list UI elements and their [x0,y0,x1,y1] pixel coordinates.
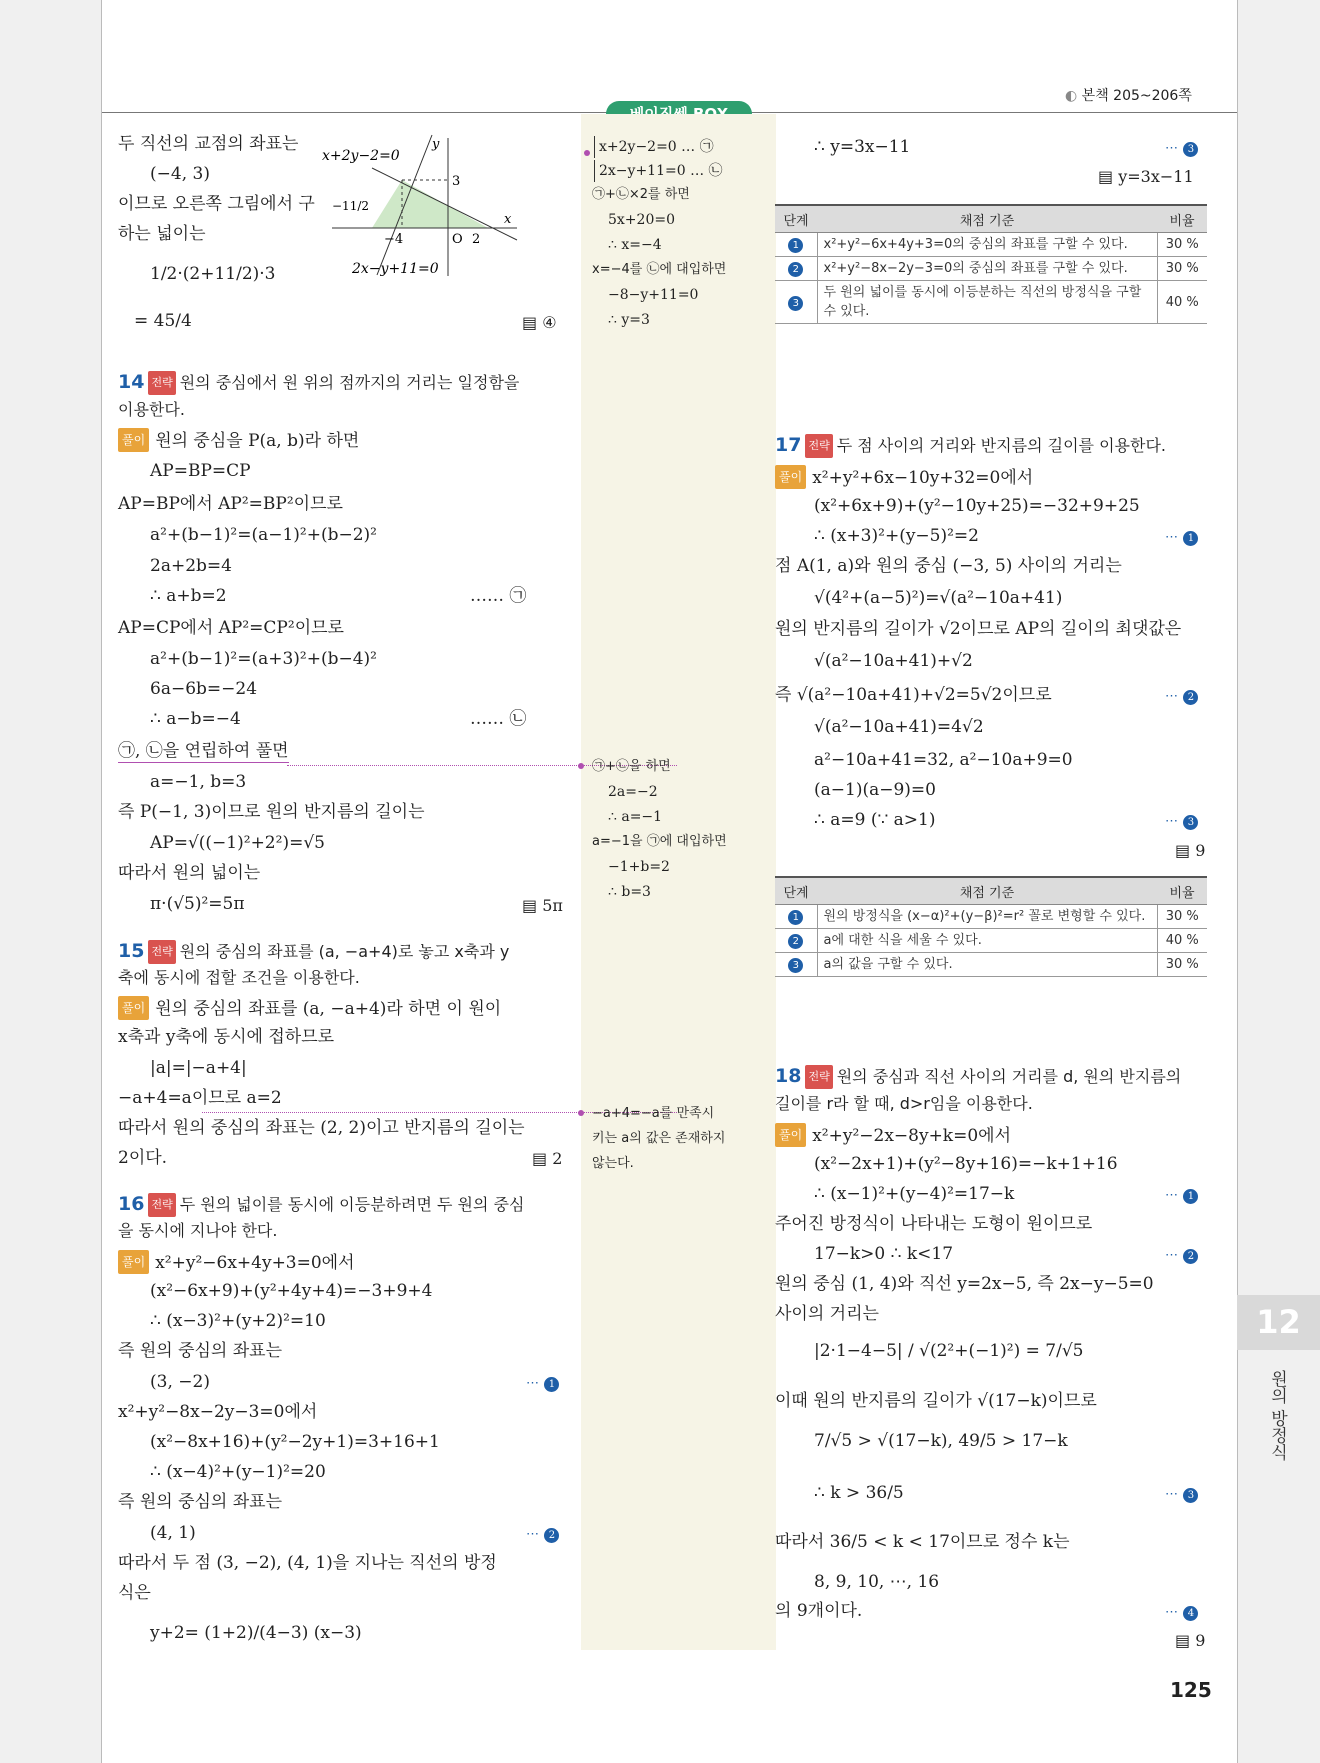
step-marker: ⋯ 2 [1165,1243,1198,1267]
box-line: ∴ a=−1 [608,809,663,825]
q16-line: (x²−6x+9)+(y²+4y+4)=−3+9+4 [150,1281,433,1301]
box-line: ∴ x=−4 [608,237,662,253]
step-marker: ⋯ 3 [1165,136,1198,160]
q16-title: 16 전략 두 원의 넓이를 동시에 이등분하려면 두 원의 중심 [118,1193,525,1215]
step-marker: ⋯ 4 [1165,1600,1198,1624]
q14-line: AP=CP에서 AP²=CP²이므로 [118,618,344,638]
triangle-region [372,180,488,228]
table-row: 3 a의 값을 구할 수 있다. 30 % [775,953,1207,977]
box-bullet [578,763,584,769]
q18-line: 이때 원의 반지름의 길이가 √(17−k)이므로 [775,1391,1097,1411]
origin-label: O [452,232,463,247]
tick-x-neg4: −4 [384,232,404,247]
q18-title: 18 전략 원의 중심과 직선 사이의 거리를 d, 원의 반지름의 [775,1065,1182,1087]
box-line: ∴ y=3 [608,312,650,328]
q14-line: 6a−6b=−24 [150,679,258,699]
table-row: 1 원의 방정식을 (x−α)²+(y−β)²=r² 꼴로 변형할 수 있다. 30 % [775,905,1207,929]
q18-line: 7/√5 > √(17−k), 49/5 > 17−k [814,1431,1068,1451]
intro-line: (−4, 3) [150,164,210,184]
box-bullet [578,1110,584,1116]
q14-line: 2a+2b=4 [150,556,232,576]
chapter-title: 원의 방정식 [1267,1370,1287,1461]
q18-line: 8, 9, 10, ⋯, 16 [814,1572,940,1592]
box-line: ㉠+㉡×2를 하면 [592,187,690,202]
q15-line: −a+4=a이므로 a=2 [118,1088,282,1108]
marker: …… ㉡ [470,709,527,729]
box-line: 키는 a의 값은 존재하지 [592,1131,726,1146]
answer: ▤ 2 [532,1149,563,1168]
chapter-tab: 12 [1237,1295,1320,1350]
table-row: 2 a에 대한 식을 세울 수 있다. 40 % [775,929,1207,953]
table-header: 채점 기준 [817,877,1157,905]
step-marker: ⋯ 3 [1165,809,1198,833]
q16-line: 즉 원의 중심의 좌표는 [118,1492,283,1512]
q14-line: 즉 P(−1, 3)이므로 원의 반지름의 길이는 [118,802,425,822]
q14-line: AP=BP=CP [150,461,251,481]
q18-line: 사이의 거리는 [775,1304,879,1324]
q18-line: |2·1−4−5| / √(2²+(−1)²) = 7/√5 [814,1341,1084,1361]
q14-line: 따라서 원의 넓이는 [118,863,261,883]
box-line: −1+b=2 [608,859,670,875]
q17-line: ∴ (x+3)²+(y−5)²=2 [814,526,979,546]
q14-line: AP=BP에서 AP²=BP²이므로 [118,494,343,514]
q16-line: y+2= (1+2)/(4−3) (x−3) [150,1623,362,1643]
table-header: 비율 [1157,877,1207,905]
check-icon: ◐ [1065,88,1078,104]
table-header: 단계 [775,205,817,233]
q15-line: 풀이 원의 중심의 좌표를 (a, −a+4)라 하면 이 원이 [118,996,501,1020]
q18-line: 따라서 36/5 < k < 17이므로 정수 k는 [775,1532,1070,1552]
answer-icon: ▤ [532,1149,553,1168]
score-table [775,204,1207,324]
q17-line: a²−10a+41=32, a²−10a+9=0 [814,750,1073,770]
table-row: 3 두 원의 넓이를 동시에 이등분하는 직선의 방정식을 구할 수 있다. 40 % [775,281,1207,324]
q16-line: (x²−8x+16)+(y²−2y+1)=3+16+1 [150,1432,440,1452]
q17-line: 점 A(1, a)와 원의 중심 (−3, 5) 사이의 거리는 [775,556,1122,576]
q17-line: 풀이 x²+y²+6x−10y+32=0에서 [775,465,1033,489]
answer: ▤ 9 [1175,841,1206,860]
x-axis-label: x [504,212,512,227]
q18-line: ∴ (x−1)²+(y−4)²=17−k [814,1184,1015,1204]
q14-line: AP=√((−1)²+2²)=√5 [150,833,325,853]
box-line: 2x−y+11=0 … ㉡ [594,160,723,182]
q14-line: a²+(b−1)²=(a−1)²+(b−2)² [150,525,378,545]
q16-line: 식은 [118,1583,151,1603]
intro-line: 두 직선의 교점의 좌표는 [118,134,299,154]
box-line: 2a=−2 [608,784,658,800]
table-header: 단계 [775,877,817,905]
q17-title: 17 전략 두 점 사이의 거리와 반지름의 길이를 이용한다. [775,434,1166,456]
intro-line: = 45/4 [134,311,192,331]
q18-line: ∴ k > 36/5 [814,1483,904,1503]
q17-line: √(a²−10a+41)=4√2 [814,717,984,737]
q17-line: √(4²+(a−5)²)=√(a²−10a+41) [814,588,1063,608]
q17-line: √(a²−10a+41)+√2 [814,651,973,671]
q18-line: 주어진 방정식이 나타내는 도형이 원이므로 [775,1214,1093,1234]
answer-icon: ▤ [522,896,543,915]
q15-line: 따라서 원의 중심의 좌표는 (2, 2)이고 반지름의 길이는 [118,1118,525,1138]
step-marker: ⋯ 2 [526,1522,559,1546]
q17-line: ∴ a=9 (∵ a>1) [814,810,936,830]
answer-icon: ▤ [1098,167,1119,186]
col3-line: ∴ y=3x−11 [814,137,911,157]
q14-line: ∴ a+b=2 [150,586,227,606]
answer: ▤ 5π [522,896,563,915]
graph [322,130,522,280]
box-line: ㉠+㉡을 하면 [592,759,671,774]
q18-line: 17−k>0 ∴ k<17 [814,1244,954,1264]
box-line: a=−1을 ㉠에 대입하면 [592,834,727,849]
step-marker: ⋯ 2 [1165,684,1198,708]
intro-line: 1/2·(2+11/2)·3 [150,264,276,284]
box-line: ∴ b=3 [608,884,651,900]
answer: ▤ 9 [1175,1631,1206,1650]
tick-y3: 3 [452,174,461,189]
step-marker: ⋯ 3 [1165,1482,1198,1506]
q16-line: 즉 원의 중심의 좌표는 [118,1341,283,1361]
box-line: x+2y−2=0 … ㉠ [594,136,714,158]
y-axis-label: y [432,137,440,152]
tick-x-frac: −11/2 [332,199,370,213]
box-line: 5x+20=0 [608,212,675,228]
q16-line: ∴ (x−4)²+(y−1)²=20 [150,1462,326,1482]
intro-line: 하는 넓이는 [118,224,206,244]
step-marker: ⋯ 1 [1165,525,1198,549]
q14-line: a²+(b−1)²=(a+3)²+(b−4)² [150,649,378,669]
q14-title-2: 이용한다. [118,400,185,419]
table-row: 2 x²+y²−8x−2y−3=0의 중심의 좌표를 구할 수 있다. 30 % [775,257,1207,281]
q15-line: |a|=|−a+4| [150,1058,247,1078]
step-marker: ⋯ 1 [526,1371,559,1395]
q16-line: (4, 1) [150,1523,196,1543]
table-header: 비율 [1157,205,1207,233]
answer-icon: ▤ [1175,1631,1196,1650]
q14-line: π·(√5)²=5π [150,894,245,914]
box-line: 않는다. [592,1156,634,1171]
table-header: 채점 기준 [817,205,1157,233]
q17-line: 원의 반지름의 길이가 √2이므로 AP의 길이의 최댓값은 [775,619,1182,639]
q14-line: a=−1, b=3 [150,772,247,792]
q17-line: 즉 √(a²−10a+41)+√2=5√2이므로 [775,685,1052,705]
q17-line: (a−1)(a−9)=0 [814,780,936,800]
box-bullet [584,150,590,156]
intro-line: 이므로 오른쪽 그림에서 구 [118,194,315,214]
score-table [775,876,1207,977]
q14-title: 14 전략 원의 중심에서 원 위의 점까지의 거리는 일정함을 [118,371,520,393]
answer: ▤ ④ [522,313,557,332]
page-number: 125 [1170,1678,1212,1702]
box-line: x=−4를 ㉡에 대입하면 [592,262,727,277]
step-marker: ⋯ 1 [1165,1183,1198,1207]
graph-eq2: 2x−y+11=0 [352,261,439,277]
q15-title-2: 축에 동시에 접할 조건을 이용한다. [118,968,360,987]
q16-line: 따라서 두 점 (3, −2), (4, 1)을 지나는 직선의 방정 [118,1553,497,1573]
q17-line: (x²+6x+9)+(y²−10y+25)=−32+9+25 [814,496,1140,516]
q14-line: ㉠, ㉡을 연립하여 풀면 [118,741,289,761]
tick-x-2: 2 [472,232,481,247]
q15-line: 2이다. [118,1148,168,1168]
q15-title: 15 전략 원의 중심의 좌표를 (a, −a+4)로 놓고 x축과 y [118,940,510,962]
marker: …… ㉠ [470,586,527,606]
q18-line: (x²−2x+1)+(y²−8y+16)=−k+1+16 [814,1154,1118,1174]
q14-line: 풀이 원의 중심을 P(a, b)라 하면 [118,428,359,452]
q18-title-2: 길이를 r라 할 때, d>r임을 이용한다. [775,1094,1033,1113]
q16-line: ∴ (x−3)²+(y+2)²=10 [150,1311,326,1331]
q18-line: 원의 중심 (1, 4)와 직선 y=2x−5, 즉 2x−y−5=0 [775,1274,1154,1294]
answer: ▤ y=3x−11 [1098,167,1194,186]
page [101,0,1238,1763]
answer-icon: ▤ [522,313,543,332]
q18-line: 의 9개이다. [775,1601,863,1621]
q16-line: 풀이 x²+y²−6x+4y+3=0에서 [118,1250,355,1274]
table-row: 1 x²+y²−6x+4y+3=0의 중심의 좌표를 구할 수 있다. 30 % [775,233,1207,257]
graph-eq1: x+2y−2=0 [322,148,400,164]
answer-icon: ▤ [1175,841,1196,860]
q16-line: x²+y²−8x−2y−3=0에서 [118,1402,318,1422]
q14-line: ∴ a−b=−4 [150,709,241,729]
q18-line: 풀이 x²+y²−2x−8y+k=0에서 [775,1123,1011,1147]
q15-line: x축과 y축에 동시에 접하므로 [118,1027,335,1047]
box-line: −8−y+11=0 [608,287,699,303]
box-line: −a+4=−a를 만족시 [592,1106,715,1121]
book-reference: ◐ 본책 205~206쪽 [1065,88,1192,104]
q16-title-2: 을 동시에 지나야 한다. [118,1221,278,1240]
q16-line: (3, −2) [150,1372,210,1392]
